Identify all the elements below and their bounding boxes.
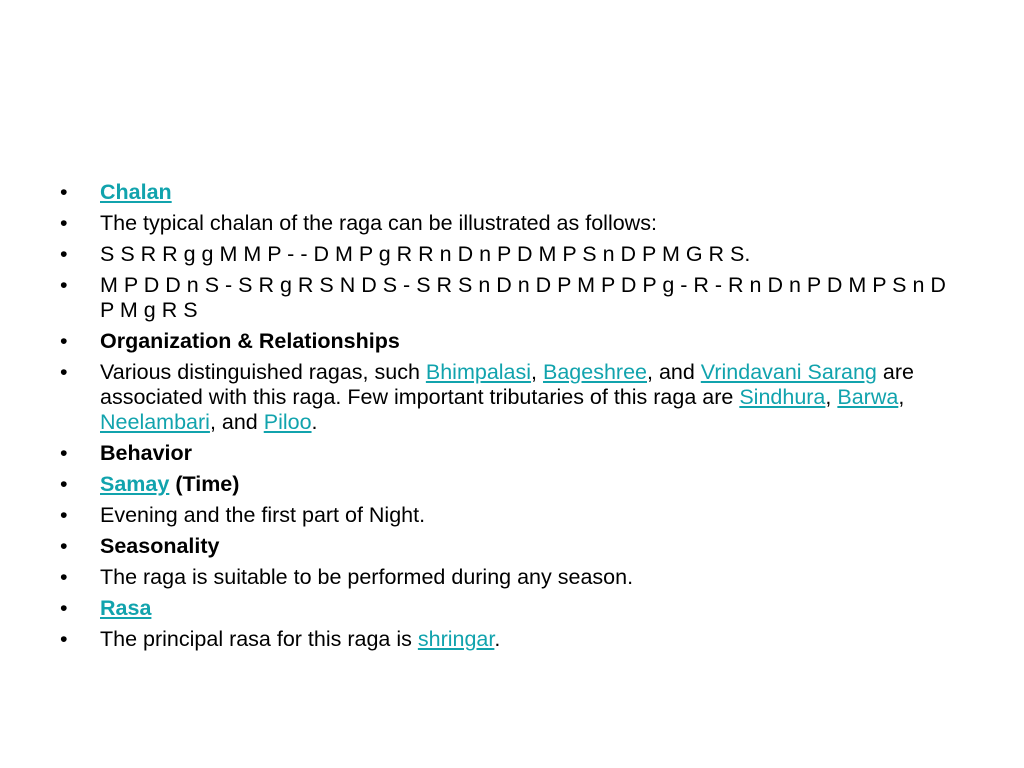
org-text-8: . bbox=[311, 410, 318, 434]
list-item-samay bbox=[60, 472, 950, 497]
org-text-3: , and bbox=[647, 360, 701, 384]
org-text-7: , and bbox=[209, 410, 264, 434]
bullet-marker: • bbox=[60, 503, 68, 527]
list-item-chalan-line1 bbox=[60, 242, 950, 267]
bullet-marker: • bbox=[60, 211, 68, 235]
bullet-marker: • bbox=[60, 360, 68, 384]
list-item-chalan-heading bbox=[60, 180, 950, 205]
chalan-notation-line1: S S R R g g M M P - - D M P g R R n D n P D M P S n D P M G R S. bbox=[100, 242, 751, 266]
vrindavani-sarang-link[interactable]: Vrindavani Sarang bbox=[700, 360, 877, 384]
bhimpalasi-link[interactable]: Bhimpalasi bbox=[425, 360, 532, 384]
list-item-org-heading bbox=[60, 329, 950, 354]
organization-heading: Organization & Relationships bbox=[100, 329, 400, 353]
bullet-marker: • bbox=[60, 329, 68, 353]
bageshree-link[interactable]: Bageshree bbox=[543, 360, 647, 384]
bullet-marker: • bbox=[60, 565, 68, 589]
samay-text: Evening and the first part of Night. bbox=[100, 503, 426, 527]
bullet-list bbox=[60, 180, 950, 658]
chalan-link[interactable]: Chalan bbox=[100, 180, 172, 204]
list-item-chalan-intro bbox=[60, 211, 950, 236]
list-item-behavior-heading bbox=[60, 441, 950, 466]
bullet-marker: • bbox=[60, 441, 68, 465]
list-item-chalan-line2 bbox=[60, 273, 950, 323]
samay-suffix: (Time) bbox=[169, 472, 240, 496]
bullet-marker: • bbox=[60, 180, 68, 204]
neelambari-link[interactable]: Neelambari bbox=[100, 410, 210, 434]
org-text-2: , bbox=[531, 360, 543, 384]
bullet-marker: • bbox=[60, 273, 68, 297]
org-text-5: , bbox=[825, 385, 838, 409]
behavior-heading: Behavior bbox=[100, 441, 193, 465]
shringar-link[interactable]: shringar bbox=[417, 627, 495, 651]
chalan-intro-text: The typical chalan of the raga can be illustrated as follows: bbox=[100, 211, 657, 235]
rasa-link[interactable]: Rasa bbox=[100, 596, 152, 620]
org-text-1: Various distinguished ragas, such bbox=[100, 360, 426, 384]
season-text: The raga is suitable to be performed during any season. bbox=[100, 565, 634, 589]
bullet-marker: • bbox=[60, 472, 68, 496]
rasa-prefix: The principal rasa for this raga is bbox=[100, 627, 418, 651]
list-item-season-text bbox=[60, 565, 950, 590]
samay-link[interactable]: Samay bbox=[100, 472, 170, 496]
bullet-marker: • bbox=[60, 242, 68, 266]
sindhura-link[interactable]: Sindhura bbox=[739, 385, 826, 409]
list-item-season-heading bbox=[60, 534, 950, 559]
list-item-samay-text bbox=[60, 503, 950, 528]
bullet-marker: • bbox=[60, 627, 68, 651]
bullet-marker: • bbox=[60, 534, 68, 558]
bullet-marker: • bbox=[60, 596, 68, 620]
org-text-6: , bbox=[898, 385, 905, 409]
barwa-link[interactable]: Barwa bbox=[837, 385, 899, 409]
chalan-notation-line2: M P D D n S - S R g R S N D S - S R S n D n D P M P D P g - R - R n D n P D M P S n D P M g R S bbox=[100, 273, 946, 322]
rasa-suffix: . bbox=[494, 627, 501, 651]
list-item-rasa-text bbox=[60, 627, 950, 652]
list-item-rasa-heading bbox=[60, 596, 950, 621]
list-item-organization bbox=[60, 360, 950, 435]
piloo-link[interactable]: Piloo bbox=[263, 410, 312, 434]
seasonality-heading: Seasonality bbox=[100, 534, 220, 558]
org-text-4: are associated with this raga. Few important tributaries of this raga are bbox=[100, 360, 914, 409]
